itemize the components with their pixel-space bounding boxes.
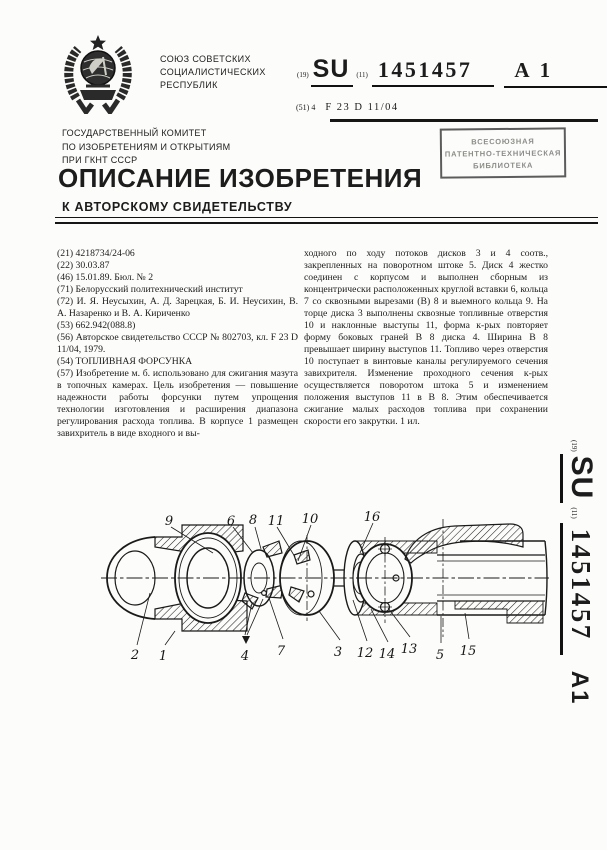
stamp-line: БИБЛИОТЕКА xyxy=(473,160,534,170)
country-line: СОЦИАЛИСТИЧЕСКИХ xyxy=(160,67,266,77)
abstract-right: ходного по ходу потоков дисков 3 и 4 соотв., закрепленных на поворотном штоке 5. Диск 4 жестко соединен с корпусом и выполнен сборным из концентрически расположенных круглой вставки 6, кольца 7 со сквозными вырезами (В) 8 и выемного кольца 9. На торце диска 3 выполнены сквозные топливные отверстия 10 и наклонные выступы 11, форма к-рых повторяет форму боковых граней В 8 диска 4. Ширина В 8 превышает ширину выступов 11. Топливо через отверстия 10 поступает в винтовые каналы регулируемого сечения завихрителя. Изменение проходного сечения к-рых осуществляется поворотом штока 5 и изменением положения выступов 11 в В 8. Этим обеспечивается сжигание малых расходов топлива при сохранении скорости его закрутки. 1 ил. xyxy=(304,248,548,427)
applicant: (71) Белорусский политехнический институт xyxy=(57,284,243,295)
pub-number: 1451457 xyxy=(372,57,495,87)
country-line: РЕСПУБЛИК xyxy=(160,80,218,90)
ipc-value: F 23 D 11/04 xyxy=(325,102,399,113)
ipc-label: (51) 4 xyxy=(296,103,316,112)
figure-label: 5 xyxy=(435,648,445,663)
pub-country-code: SU xyxy=(311,55,354,87)
figure-label: 8 xyxy=(248,513,258,528)
filing-date: (22) 30.03.87 xyxy=(57,260,110,271)
ipc-underline xyxy=(330,119,598,122)
invention-title: (54) ТОПЛИВНАЯ ФОРСУНКА xyxy=(57,356,193,367)
pub-num-label: (11) xyxy=(356,71,368,79)
figure-label: 16 xyxy=(363,510,381,525)
pub-prefix-label: (19) xyxy=(297,71,309,79)
committee-line: ГОСУДАРСТВЕННЫЙ КОМИТЕТ xyxy=(62,128,207,138)
figure-label: 7 xyxy=(276,644,286,659)
side-num-label: (11) xyxy=(570,507,578,519)
figure-label: 9 xyxy=(164,514,174,529)
pub-kind-code: A 1 xyxy=(504,58,607,88)
figure-label: 14 xyxy=(378,647,396,662)
figure-label: 6 xyxy=(226,514,236,529)
publication-number xyxy=(297,55,607,88)
side-country-code: SU xyxy=(560,454,598,504)
prior-art-reference: (56) Авторское свидетельство СССР № 802703, кл. F 23 D 11/04, 1979. xyxy=(57,332,298,355)
country-line: СОЮЗ СОВЕТСКИХ xyxy=(160,54,251,64)
side-prefix-label: (19) xyxy=(570,440,578,452)
header-rule xyxy=(55,217,598,224)
publication-date: (46) 15.01.89. Бюл. № 2 xyxy=(57,272,154,283)
library-stamp xyxy=(440,127,567,178)
udc-code: (53) 662.942(088.8) xyxy=(57,320,136,331)
inventors: (72) И. Я. Неусыхин, А. Д. Зарецкая, Б. И. Неусихин, В. А. Назаренко и В. А. Кириченко xyxy=(57,296,298,319)
figure-label: 10 xyxy=(301,512,319,527)
ussr-coat-of-arms-icon xyxy=(62,34,134,114)
figure-label: 2 xyxy=(130,648,140,663)
figure-label: 1 xyxy=(158,649,168,664)
figure-label: 11 xyxy=(267,514,285,529)
document-title: ОПИСАНИЕ ИЗОБРЕТЕНИЯ xyxy=(58,163,423,193)
country-name xyxy=(160,53,266,92)
application-number: (21) 4218734/24-06 xyxy=(57,248,135,259)
stamp-line: ВСЕСОЮЗНАЯ xyxy=(471,136,535,146)
figure-label: 12 xyxy=(356,646,374,661)
abstract-column xyxy=(304,248,548,428)
committee-line: ПО ИЗОБРЕТЕНИЯМ И ОТКРЫТИЯМ xyxy=(62,141,231,152)
figure-label: 3 xyxy=(333,645,343,660)
nozzle-drawing xyxy=(55,497,555,682)
figure-label: 13 xyxy=(400,642,418,657)
committee-line: ПРИ ГКНТ СССР xyxy=(62,155,138,165)
side-publication-number xyxy=(540,440,598,710)
document-subtitle: К АВТОРСКОМУ СВИДЕТЕЛЬСТВУ xyxy=(62,200,293,214)
side-number: 1451457 xyxy=(560,523,596,655)
side-kind-code: A1 xyxy=(566,670,593,706)
bibliographic-column xyxy=(57,248,298,440)
committee-name xyxy=(62,127,230,168)
figure-label: 15 xyxy=(459,644,477,659)
ipc-classification xyxy=(296,102,399,113)
abstract-left: (57) Изобретение м. б. использовано для сжигания мазута в топочных камерах. Цель изобретения — повышение надежности работы форсунки путем упрощения технологии изготовления и расширения диапазона регулирования расхода топлива. В корпусе 1 размещен завихритель в виде входного и вы- xyxy=(57,368,298,439)
stamp-line: ПАТЕНТНО-ТЕХНИЧЕСКАЯ xyxy=(444,147,562,159)
figure-label: 4 xyxy=(240,649,250,664)
